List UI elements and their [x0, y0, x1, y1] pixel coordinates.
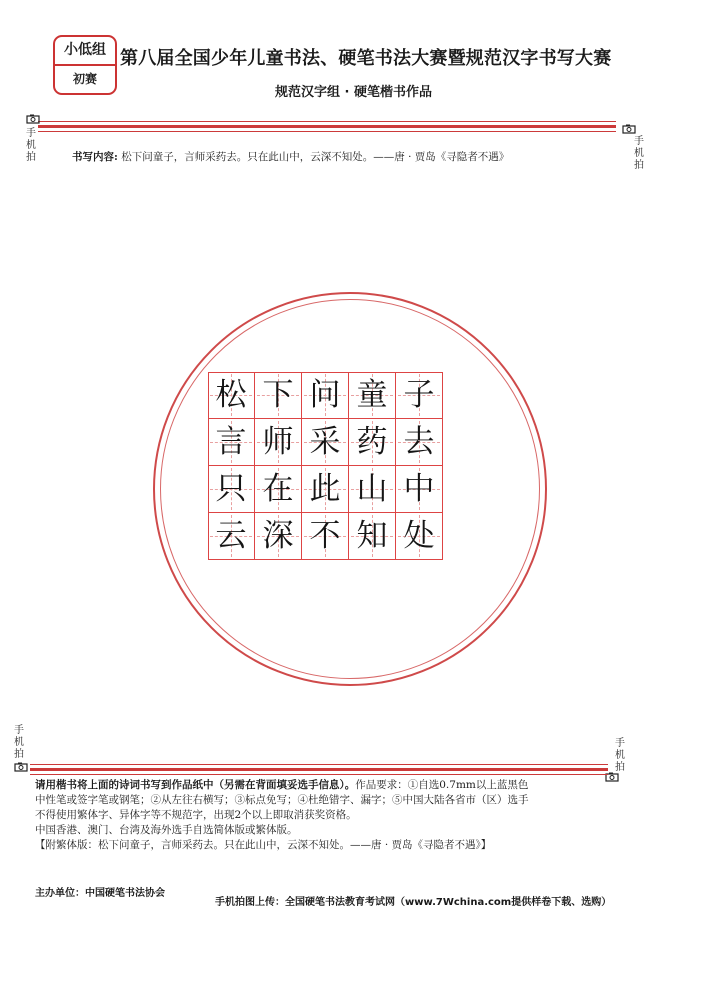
writing-content	[72, 149, 509, 164]
grid-character: 在	[262, 471, 294, 507]
grid-character: 问	[309, 377, 341, 413]
upload-info: 手机拍图上传：全国硬笔书法教育考试网（www.7Wchina.com提供样卷下载、选购）	[215, 897, 612, 908]
stage-label: 初赛	[72, 72, 97, 86]
grid-cell	[396, 419, 443, 466]
grid-character: 深	[262, 518, 294, 554]
side-mark-top-right: 手 机 拍	[634, 136, 644, 171]
instructions-requirements: 作品要求：①自选0.7mm以上蓝黑色	[355, 779, 529, 791]
grid-cell	[349, 513, 396, 560]
grid-cell	[255, 466, 302, 513]
camera-icon	[14, 762, 28, 775]
grid-character: 药	[356, 424, 388, 460]
grid-cell	[396, 372, 443, 419]
grid-character: 言	[215, 424, 247, 460]
grid-cell	[208, 466, 255, 513]
grid-character: 云	[215, 518, 247, 554]
grid-cell	[302, 513, 349, 560]
writing-content-text: 松下问童子，言师采药去。只在此山中，云深不知处。——唐 · 贾岛《寻隐者不遇》	[121, 151, 510, 163]
grid-character: 不	[309, 518, 341, 554]
grid-character: 松	[215, 377, 247, 413]
grid-character: 子	[403, 377, 435, 413]
bottom-rule-thin	[30, 764, 608, 765]
page-title: 第八届全国少年儿童书法、硬笔书法大赛暨规范汉字书写大赛	[120, 48, 612, 69]
side-mark-top-left: 手 机 拍	[26, 128, 36, 163]
instructions-line-5: 【附繁体版：松下问童子，言师采药去。只在此山中，云深不知处。——唐 · 贾岛《寻隐者不遇》】	[35, 839, 492, 851]
instructions	[35, 778, 645, 853]
grid-character: 中	[403, 471, 435, 507]
grid-cell	[396, 513, 443, 560]
grid-cell	[208, 513, 255, 560]
grid-character: 下	[262, 377, 294, 413]
grid-cell	[302, 466, 349, 513]
grid-character: 采	[309, 424, 341, 460]
group-label: 小低组	[55, 37, 115, 66]
grid-cell	[349, 419, 396, 466]
grid-character: 师	[262, 424, 294, 460]
grid-cell	[302, 372, 349, 419]
grid-character: 知	[356, 518, 388, 554]
grid-cell	[255, 419, 302, 466]
grid-cell	[302, 419, 349, 466]
top-rule-thin	[38, 121, 616, 122]
instructions-line-4: 中国香港、澳门、台湾及海外选手自选简体版或繁体版。	[35, 824, 298, 836]
instructions-line-2: 中性笔或签字笔或钢笔；②从左往右横写；③标点免写；④杜绝错字、漏字；⑤中国大陆各省市（区）选手	[35, 794, 529, 806]
writing-grid	[208, 372, 443, 560]
bottom-rule-thin-2	[30, 774, 608, 775]
page-subtitle: 规范汉字组 · 硬笔楷书作品	[275, 85, 432, 100]
top-rule-thin-2	[38, 131, 616, 132]
grid-character: 处	[403, 518, 435, 554]
grid-character: 去	[403, 424, 435, 460]
writing-content-label: 书写内容:	[72, 151, 118, 163]
grid-cell	[396, 466, 443, 513]
grid-character: 山	[356, 471, 388, 507]
grid-cell	[255, 513, 302, 560]
grid-character: 此	[309, 471, 341, 507]
side-mark-bottom-right: 手 机 拍	[615, 738, 625, 773]
grid-character: 只	[215, 471, 247, 507]
grid-cell	[349, 466, 396, 513]
grid-cell	[349, 372, 396, 419]
grid-cell	[208, 372, 255, 419]
camera-icon	[26, 114, 40, 127]
instructions-line-1	[35, 778, 645, 793]
top-rule-thick	[38, 125, 616, 128]
instructions-lead: 请用楷书将上面的诗词书写到作品纸中（另需在背面填妥选手信息）。	[35, 779, 356, 791]
instructions-line-3: 不得使用繁体字、异体字等不规范字，出现2个以上即取消获奖资格。	[35, 809, 357, 821]
bottom-rule-thick	[30, 768, 608, 771]
organizer: 主办单位：中国硬笔书法协会	[35, 888, 165, 899]
side-mark-bottom-left: 手 机 拍	[14, 725, 24, 760]
grid-cell	[255, 372, 302, 419]
grid-cell	[208, 419, 255, 466]
grid-character: 童	[356, 377, 388, 413]
